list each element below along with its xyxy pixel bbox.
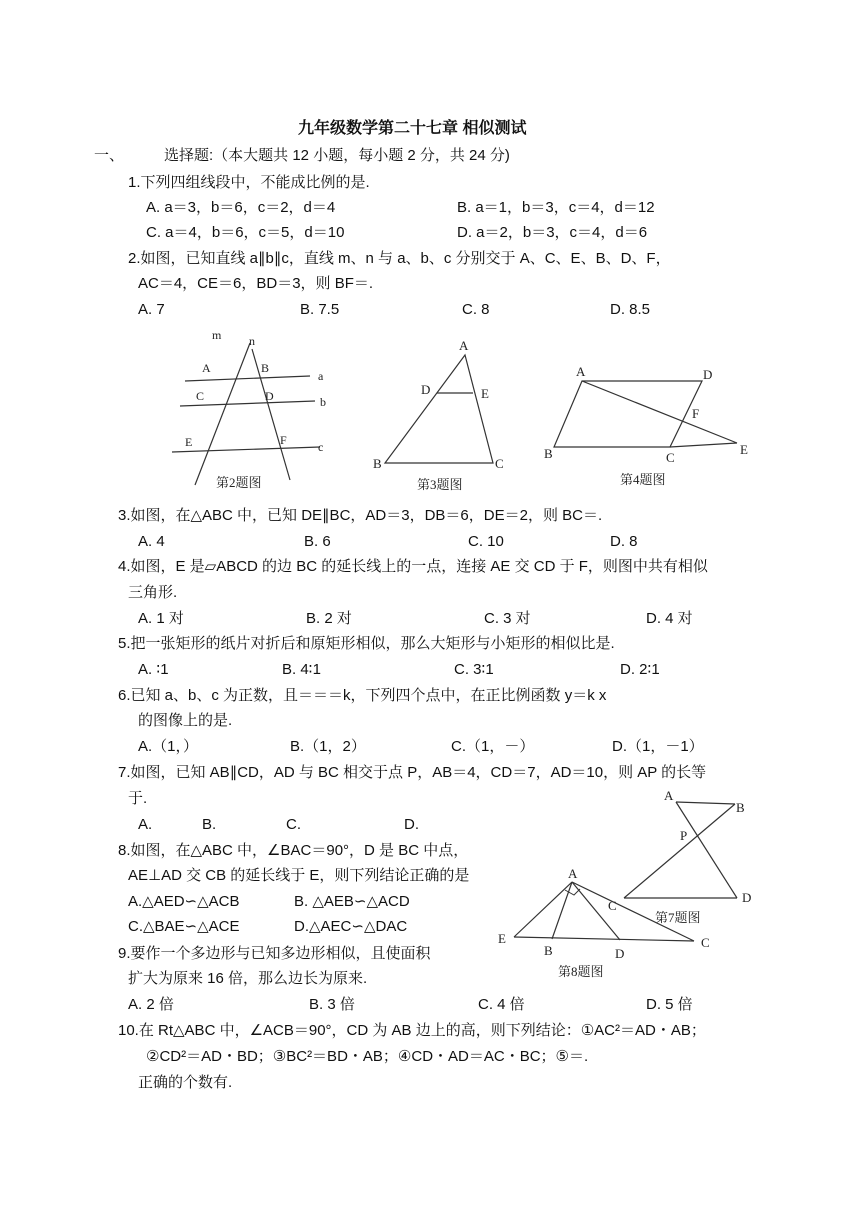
q6-option-d: D.（1，－1） bbox=[612, 738, 704, 755]
label-D: D bbox=[742, 890, 752, 905]
label-B: B bbox=[544, 943, 553, 958]
figure-q2 bbox=[160, 325, 340, 495]
segment-ab bbox=[676, 802, 735, 804]
label-c: c bbox=[318, 440, 324, 454]
label-n: n bbox=[249, 334, 255, 348]
q1-option-c: C. a＝4，b＝6，c＝5，d＝10 bbox=[146, 224, 345, 241]
label-D: D bbox=[703, 367, 713, 382]
label-F: F bbox=[692, 406, 700, 421]
segment-ad bbox=[572, 882, 620, 940]
label-C: C bbox=[701, 935, 710, 950]
q9-option-d: D. 5 倍 bbox=[646, 996, 693, 1013]
figure-q8-caption: 第8题图 bbox=[558, 964, 604, 979]
label-E: E bbox=[185, 435, 193, 449]
label-P: P bbox=[680, 828, 688, 843]
label-E: E bbox=[740, 442, 748, 457]
label-E: E bbox=[498, 931, 506, 946]
q1-stem: 1.下列四组线段中，不能成比例的是. bbox=[128, 174, 370, 191]
q7-stem-line1: 7.如图，已知 AB∥CD，AD 与 BC 相交于点 P，AB＝4，CD＝7，AD＝10，则 AP 的长等 bbox=[118, 764, 707, 781]
q4-option-d: D. 4 对 bbox=[646, 610, 693, 627]
figure-q2-caption: 第2题图 bbox=[216, 475, 262, 490]
q6-option-c: C.（1，－） bbox=[451, 738, 535, 755]
segment-ac bbox=[572, 882, 694, 941]
q2-stem-line1: 2.如图，已知直线 a∥b∥c，直线 m、n 与 a、b、c 分别交于 A、C、E、B、D、F， bbox=[128, 250, 671, 267]
q6-stem-line2: 的图像上的是. bbox=[138, 712, 233, 729]
figure-q7-caption: 第7题图 bbox=[655, 910, 701, 925]
q10-stem-line3: 正确的个数有. bbox=[138, 1074, 233, 1091]
q8-stem-line2: AE⊥AD 交 CB 的延长线于 E，则下列结论正确的是 bbox=[128, 867, 470, 884]
q9-option-b: B. 3 倍 bbox=[309, 996, 355, 1013]
figure-q3 bbox=[365, 330, 515, 495]
q3-option-d: D. 8 bbox=[610, 533, 638, 550]
figure-q4-caption: 第4题图 bbox=[620, 472, 666, 487]
q6-option-a: A.（1，） bbox=[138, 738, 199, 755]
figure-q8 bbox=[494, 862, 724, 987]
q7-stem-line2: 于. bbox=[128, 790, 148, 807]
q1-option-d: D. a＝2，b＝3，c＝4，d＝6 bbox=[457, 224, 648, 241]
q8-stem-line1: 8.如图，在△ABC 中，∠BAC＝90°，D 是 BC 中点， bbox=[118, 842, 469, 859]
q5-option-c: C. 3∶1 bbox=[454, 661, 494, 678]
q7-option-b: B. bbox=[202, 816, 217, 833]
triangle-abc bbox=[385, 355, 493, 463]
label-A: A bbox=[664, 788, 674, 803]
q5-stem: 5.把一张矩形的纸片对折后和原矩形相似，那么大矩形与小矩形的相似比是. bbox=[118, 635, 615, 652]
q10-stem-line2: ②CD²＝AD・BD；③BC²＝BD・AB；④CD・AD＝AC・BC；⑤＝. bbox=[146, 1048, 589, 1065]
q8-option-c: C.△BAE∽△ACE bbox=[128, 918, 240, 935]
q5-option-d: D. 2∶1 bbox=[620, 661, 660, 678]
page-title: 九年级数学第二十七章 相似测试 bbox=[298, 120, 527, 137]
label-A: A bbox=[568, 866, 578, 881]
line-c bbox=[172, 447, 320, 452]
label-B: B bbox=[736, 800, 745, 815]
q2-option-b: B. 7.5 bbox=[300, 301, 340, 318]
q4-stem-line2: 三角形. bbox=[128, 584, 178, 601]
label-a: a bbox=[318, 369, 324, 383]
label-m: m bbox=[212, 328, 222, 342]
label-B: B bbox=[261, 361, 270, 375]
q4-stem-line1: 4.如图，E 是▱ABCD 的边 BC 的延长线上的一点，连接 AE 交 CD 于 F，则图中共有相似 bbox=[118, 558, 708, 575]
q3-stem: 3.如图，在△ABC 中，已知 DE∥BC，AD＝3，DB＝6，DE＝2，则 BC＝. bbox=[118, 507, 603, 524]
q1-option-b: B. a＝1，b＝3，c＝4，d＝12 bbox=[457, 199, 655, 216]
line-n bbox=[252, 349, 290, 480]
q9-option-c: C. 4 倍 bbox=[478, 996, 525, 1013]
label-D: D bbox=[265, 389, 274, 403]
section-number: 一、 bbox=[94, 147, 125, 164]
line-a bbox=[185, 376, 310, 381]
label-A: A bbox=[576, 364, 586, 379]
q2-stem-line2: AC＝4，CE＝6，BD＝3，则 BF＝. bbox=[138, 275, 374, 292]
q9-option-a: A. 2 倍 bbox=[128, 996, 174, 1013]
q9-stem-line1: 9.要作一个多边形与已知多边形相似，且使面积 bbox=[118, 945, 431, 962]
label-B: B bbox=[373, 456, 382, 471]
q1-option-a: A. a＝3，b＝6，c＝2，d＝4 bbox=[146, 199, 336, 216]
label-F: F bbox=[280, 433, 287, 447]
label-D: D bbox=[421, 382, 431, 397]
q7-option-c: C. bbox=[286, 816, 301, 833]
q5-option-a: A. ∶1 bbox=[138, 661, 169, 678]
segment-ec bbox=[514, 937, 694, 941]
label-C: C bbox=[495, 456, 504, 471]
q6-stem-line1: 6.已知 a、b、c 为正数，且＝＝＝k，下列四个点中，在正比例函数 y＝k x bbox=[118, 687, 607, 704]
figure-q3-caption: 第3题图 bbox=[417, 477, 463, 492]
q8-option-d: D.△AEC∽△DAC bbox=[294, 918, 408, 935]
q3-option-c: C. 10 bbox=[468, 533, 504, 550]
figure-q4 bbox=[540, 360, 760, 490]
q4-option-c: C. 3 对 bbox=[484, 610, 531, 627]
label-C: C bbox=[608, 898, 617, 913]
parallelogram-abcd bbox=[554, 381, 702, 447]
segment-ab bbox=[552, 882, 572, 939]
label-D: D bbox=[615, 946, 625, 961]
segment-ae bbox=[514, 882, 572, 937]
q3-option-b: B. 6 bbox=[304, 533, 331, 550]
q7-option-d: D. bbox=[404, 816, 419, 833]
q9-stem-line2: 扩大为原来 16 倍，那么边长为原来. bbox=[128, 970, 368, 987]
segment-ce bbox=[670, 443, 737, 447]
q4-option-b: B. 2 对 bbox=[306, 610, 352, 627]
label-A: A bbox=[202, 361, 211, 375]
q2-option-c: C. 8 bbox=[462, 301, 490, 318]
label-b: b bbox=[320, 395, 326, 409]
q4-option-a: A. 1 对 bbox=[138, 610, 184, 627]
q10-stem-line1: 10.在 Rt△ABC 中，∠ACB＝90°，CD 为 AB 边上的高，则下列结论：①AC²＝AD・AB； bbox=[118, 1022, 706, 1039]
segment-ae bbox=[582, 381, 737, 443]
q8-option-b: B. △AEB∽△ACD bbox=[294, 893, 410, 910]
q2-option-a: A. 7 bbox=[138, 301, 165, 318]
label-B: B bbox=[544, 446, 553, 461]
section-heading: 选择题:（本大题共 12 小题，每小题 2 分，共 24 分) bbox=[164, 147, 510, 164]
q2-option-d: D. 8.5 bbox=[610, 301, 651, 318]
label-E: E bbox=[481, 386, 489, 401]
q8-option-a: A.△AED∽△ACB bbox=[128, 893, 240, 910]
label-C: C bbox=[196, 389, 205, 403]
q3-option-a: A. 4 bbox=[138, 533, 165, 550]
label-C: C bbox=[666, 450, 675, 465]
label-A: A bbox=[459, 338, 469, 353]
q5-option-b: B. 4∶1 bbox=[282, 661, 321, 678]
q7-option-a: A. bbox=[138, 816, 153, 833]
q6-option-b: B.（1，2） bbox=[290, 738, 366, 755]
